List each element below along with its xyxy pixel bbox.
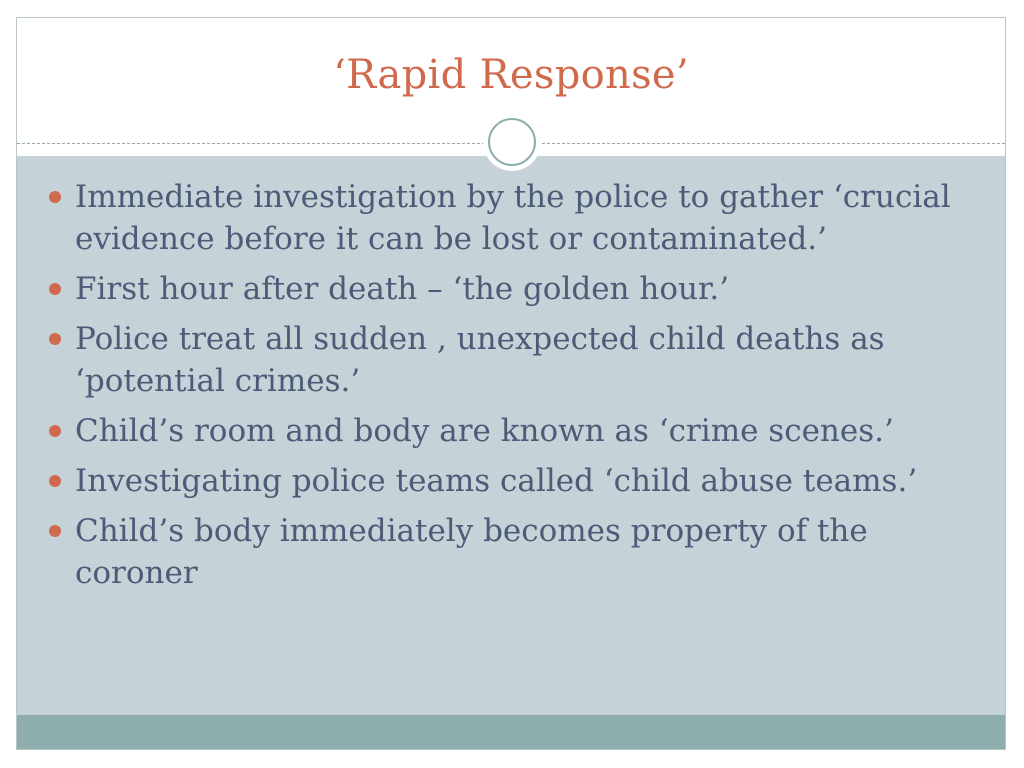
bullet-text: Investigating police teams called ‘child abuse teams.’ bbox=[75, 463, 918, 499]
bullet-text: Police treat all sudden , unexpected child deaths as ‘potential crimes.’ bbox=[75, 321, 885, 399]
round-bullet-icon bbox=[49, 525, 61, 537]
bullet-item bbox=[49, 460, 969, 502]
bullet-item bbox=[49, 318, 969, 402]
slide bbox=[16, 17, 1006, 750]
bullet-text: Immediate investigation by the police to gather ‘crucial evidence before it can be lost or contaminated.’ bbox=[75, 179, 951, 257]
round-bullet-icon bbox=[49, 425, 61, 437]
bullet-item bbox=[49, 268, 969, 310]
round-bullet-icon bbox=[49, 333, 61, 345]
round-bullet-icon bbox=[49, 191, 61, 203]
bullet-item bbox=[49, 176, 969, 260]
footer-bar bbox=[17, 715, 1005, 749]
bullet-item bbox=[49, 410, 969, 452]
bullet-text: First hour after death – ‘the golden hour.’ bbox=[75, 271, 730, 307]
bullet-text: Child’s body immediately becomes property of the coroner bbox=[75, 513, 868, 591]
round-bullet-icon bbox=[49, 283, 61, 295]
bullet-text: Child’s room and body are known as ‘crime scenes.’ bbox=[75, 413, 894, 449]
ornament-ring bbox=[488, 118, 536, 166]
round-bullet-icon bbox=[49, 475, 61, 487]
slide-title: ‘Rapid Response’ bbox=[333, 52, 689, 98]
circle-ornament-icon bbox=[483, 113, 541, 171]
bullet-list bbox=[49, 176, 969, 602]
bullet-item bbox=[49, 510, 969, 594]
